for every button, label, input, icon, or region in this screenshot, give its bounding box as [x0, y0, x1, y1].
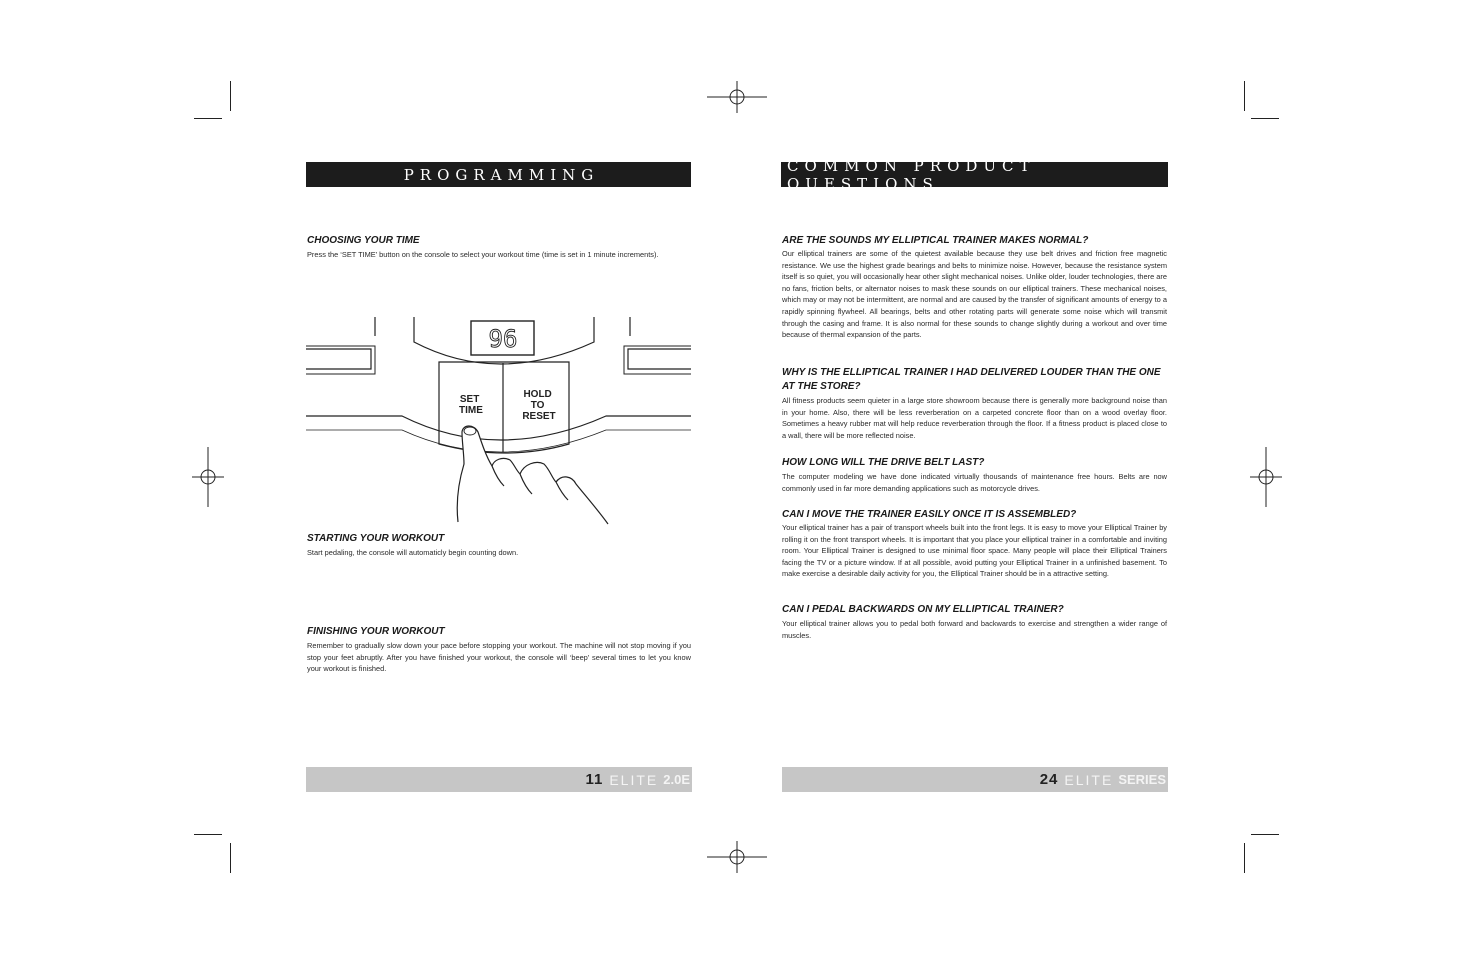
page-header-common-questions — [781, 156, 1168, 193]
registration-mark — [192, 447, 224, 507]
header-title: PROGRAMMING — [403, 165, 600, 184]
footer-model: SERIES — [1118, 772, 1166, 787]
section-body: Our elliptical trainers are some of the quietest available because they use belt drives and friction free magnetic resistance. We use the highest grade bearings and belts to minimize noise. However, because the resistance system itself is so quiet, you will occasionally hear other slight mechanical noises. Unlike older, louder technologies, there are no fans, friction belts, or alternator noises to mask these sounds on our elliptical trainers. These mechanical noises, which may or may not be intermittent, are normal and are caused by the transfer of significant amounts of energy to a rapidly spinning flywheel. All bearings, belts and other rotating parts will generate some noise which will transmit through the casing and frame. It is also normal for these sounds to change slightly during a workout and over time because of thermal expansion of the parts. — [782, 249, 1167, 340]
page-number: 24 — [1039, 771, 1059, 788]
crop-mark — [1251, 118, 1279, 119]
page-header-programming — [306, 162, 691, 187]
section-title: STARTING YOUR WORKOUT — [307, 533, 445, 544]
header-title: COMMON PRODUCT QUESTIONS — [787, 156, 1036, 193]
registration-mark — [707, 81, 767, 113]
section-body: Press the ‘SET TIME’ button on the console to select your workout time (time is set in 1 minute increments). — [307, 250, 659, 259]
crop-mark — [230, 81, 231, 111]
page-footer — [782, 767, 1168, 792]
section-body: Remember to gradually slow down your pace before stopping your workout. The machine will not stop moving if you stop your feet abruptly. After you have finished your workout, the console will ‘beep’ several times to let you know your workout is finished. — [307, 641, 691, 674]
page-number: 11 — [585, 771, 604, 788]
crop-mark — [1244, 81, 1245, 111]
section-title: FINISHING YOUR WORKOUT — [307, 626, 445, 637]
crop-mark — [230, 843, 231, 873]
footer-brand: ELITE — [1064, 771, 1114, 788]
section-body: Start pedaling, the console will automaticly begin counting down. — [307, 548, 519, 557]
section-body: Your elliptical trainer allows you to pedal both forward and backwards to exercise and strengthen a wider range of muscles. — [782, 619, 1167, 640]
crop-mark — [1244, 843, 1245, 873]
console-illustration — [306, 314, 691, 526]
section-body: Your elliptical trainer has a pair of transport wheels built into the front legs. It is easy to move your Elliptical Trainer by rolling it on the front transport wheels. It is important that you place your elliptical trainer in a comfortable and inviting room. Your Elliptical Trainer is designed to use minimal floor space. Many people will place their Elliptical Trainers facing the TV or a picture window. If at all possible, avoid putting your Elliptical Trainer in a unfinished basement. To make exercise a desirable daily activity for you, the Elliptical Trainer should be in a attractive setting. — [782, 523, 1167, 579]
registration-mark — [1250, 447, 1282, 507]
crop-mark — [1251, 834, 1279, 835]
crop-mark — [194, 834, 222, 835]
section-title: WHY IS THE ELLIPTICAL TRAINER I HAD DELIVERED LOUDER THAN THE ONE AT THE STORE? — [782, 367, 1161, 392]
footer-model: 2.0E — [663, 772, 690, 787]
section-title: HOW LONG WILL THE DRIVE BELT LAST? — [782, 457, 985, 468]
section-body: The computer modeling we have done indicated virtually thousands of maintenance free hours. Belts are now commonly used in far more demanding applications such as motorcycle drives. — [782, 472, 1167, 493]
page-footer — [306, 767, 692, 792]
section-title: CAN I MOVE THE TRAINER EASILY ONCE IT IS ASSEMBLED? — [782, 509, 1077, 520]
display-digits: 96 — [488, 325, 518, 353]
section-title: CAN I PEDAL BACKWARDS ON MY ELLIPTICAL TRAINER? — [782, 604, 1064, 615]
section-body: All fitness products seem quieter in a large store showroom because there is generally more background noise than in your home. Also, there will be less reverberation on a carpeted concrete floor than on a wood overlay floor. Sometimes a heavy rubber mat will help reduce reverberation through the floor. If a fitness product is placed close to a wall, there will be more reflected noise. — [782, 396, 1167, 440]
set-time-label: SET TIME — [459, 394, 483, 416]
section-title: CHOOSING YOUR TIME — [307, 235, 420, 246]
footer-brand: ELITE — [609, 771, 659, 788]
registration-mark — [707, 841, 767, 873]
hold-reset-label: HOLD TO RESET — [522, 389, 556, 422]
section-title: ARE THE SOUNDS MY ELLIPTICAL TRAINER MAKES NORMAL? — [782, 235, 1089, 246]
crop-mark — [194, 118, 222, 119]
hand-drawing — [457, 426, 608, 524]
